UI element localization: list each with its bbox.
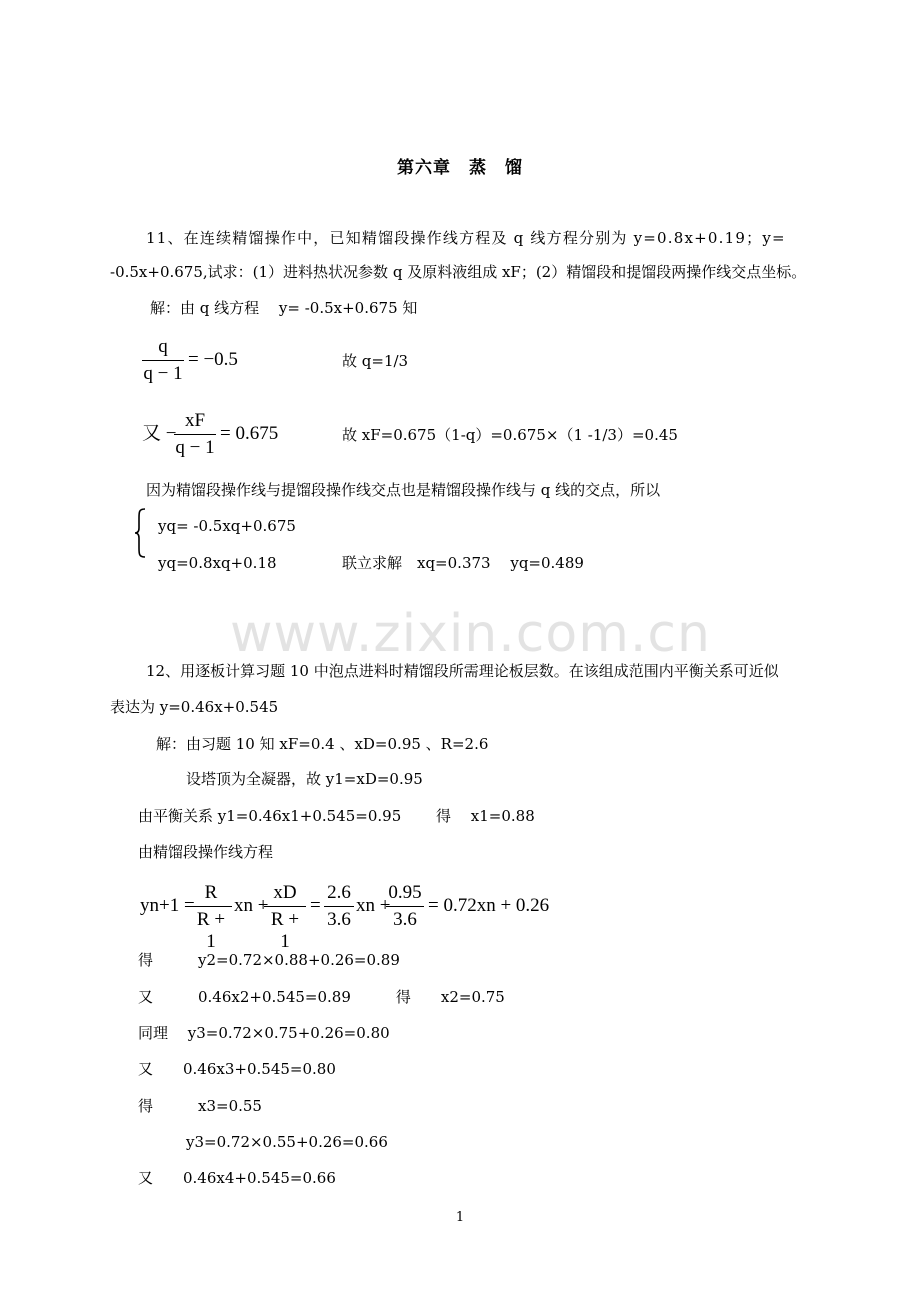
big-eq-f1-den: R + 1 xyxy=(196,909,226,952)
p11-line2: -0.5x+0.675,试求：(1）进料热状况参数 q 及原料液组成 xF；(2）精馏段和提馏段两操作线交点坐标。 xyxy=(110,263,807,281)
big-eq-fraction-1 xyxy=(190,882,232,953)
eq1-result: 故 q=1/3 xyxy=(342,352,409,370)
p11-line1: 11、在连续精馏操作中，已知精馏段操作线方程及 q 线方程分别为 y=0.8x+0.19；y= xyxy=(146,229,786,247)
p12-row1: 得 y2=0.72×0.88+0.26=0.89 xyxy=(138,951,400,969)
watermark: www.zixin.com.cn xyxy=(230,604,711,664)
big-eq-tail: = 0.72xn + 0.26 xyxy=(428,895,550,916)
eq1-fraction-bar xyxy=(142,360,184,361)
eq2-fraction xyxy=(174,410,216,459)
p12-line2: 表达为 y=0.46x+0.545 xyxy=(110,698,279,716)
p12-step3: 由平衡关系 y1=0.46x1+0.545=0.95 得 x1=0.88 xyxy=(138,807,535,825)
big-eq-f3-den: 3.6 xyxy=(327,909,351,930)
eq2-denominator: q − 1 xyxy=(175,437,215,458)
eq2-rhs: = 0.675 xyxy=(220,423,279,444)
eq1-numerator: q xyxy=(158,336,168,357)
big-eq-xn-2: xn + xyxy=(356,895,391,916)
big-eq-xn-1: xn + xyxy=(234,895,269,916)
p12-solution-intro: 解：由习题 10 知 xF=0.4 、xD=0.95 、R=2.6 xyxy=(156,735,489,753)
big-eq-f2-bar xyxy=(264,906,306,907)
big-eq-equals: = xyxy=(310,895,321,916)
p12-row5: 得 x3=0.55 xyxy=(138,1097,262,1115)
p12-row3: 同理 y3=0.72×0.75+0.26=0.80 xyxy=(138,1024,390,1042)
big-eq-f1-num: R xyxy=(204,882,218,903)
p12-step4: 由精馏段操作线方程 xyxy=(138,843,274,861)
eq2-fraction-bar xyxy=(174,434,216,435)
big-eq-fraction-3 xyxy=(324,882,354,931)
big-eq-f4-den: 3.6 xyxy=(393,909,417,930)
page-number: 1 xyxy=(455,1210,465,1225)
p12-step2: 设塔顶为全凝器，故 y1=xD=0.95 xyxy=(186,770,423,788)
chapter-title: 第六章 蒸 馏 xyxy=(397,158,523,178)
p12-row4: 又 0.46x3+0.545=0.80 xyxy=(138,1060,336,1078)
p11-cross-text: 因为精馏段操作线与提馏段操作线交点也是精馏段操作线与 q 线的交点，所以 xyxy=(146,481,661,499)
big-eq-lhs: yn+1 = xyxy=(140,895,195,916)
big-eq-f2-den: R + 1 xyxy=(270,909,300,952)
p12-row7: 又 0.46x4+0.545=0.66 xyxy=(138,1169,336,1187)
eq2-result: 故 xF=0.675（1-q）=0.675×（1 -1/3）=0.45 xyxy=(342,426,678,444)
eq2-numerator: xF xyxy=(184,410,206,431)
p12-line1: 12、用逐板计算习题 10 中泡点进料时精馏段所需理论板层数。在该组成范围内平衡关系可近似 xyxy=(146,662,779,680)
big-eq-fraction-4 xyxy=(386,882,424,931)
big-eq-fraction-2 xyxy=(264,882,306,953)
big-eq-f4-num: 0.95 xyxy=(388,882,422,903)
big-eq-f1-bar xyxy=(190,906,232,907)
p12-row2: 又 0.46x2+0.545=0.89 得 x2=0.75 xyxy=(138,988,505,1006)
big-eq-f4-bar xyxy=(386,906,424,907)
big-eq-f3-num: 2.6 xyxy=(327,882,351,903)
p11-solution-intro: 解：由 q 线方程 y= -0.5x+0.675 知 xyxy=(150,299,418,317)
left-brace-icon xyxy=(134,508,146,558)
big-eq-f2-num: xD xyxy=(273,882,297,903)
eq1-denominator: q − 1 xyxy=(143,363,183,384)
eq1-fraction xyxy=(142,336,184,385)
system-eq2: yq=0.8xq+0.18 xyxy=(158,554,277,572)
system-result: 联立求解 xq=0.373 yq=0.489 xyxy=(342,554,584,572)
big-eq-f3-bar xyxy=(324,906,354,907)
system-eq1: yq= -0.5xq+0.675 xyxy=(158,517,296,535)
eq2-prefix: 又 − xyxy=(142,423,177,444)
p12-row6: y3=0.72×0.55+0.26=0.66 xyxy=(186,1133,388,1151)
eq1-rhs: = −0.5 xyxy=(188,349,238,370)
